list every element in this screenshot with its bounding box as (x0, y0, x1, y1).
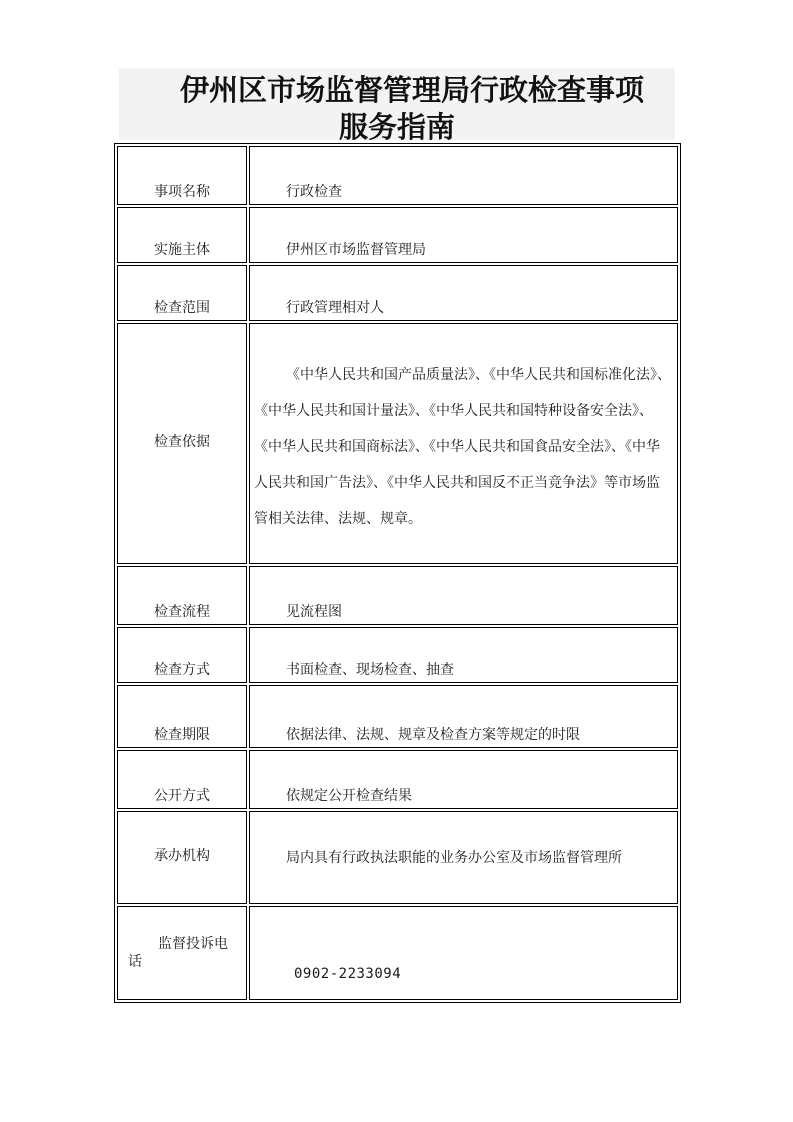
table-row (117, 265, 678, 321)
row-label: 事项名称 (117, 146, 247, 205)
table-row (117, 906, 678, 1000)
table-row (117, 811, 678, 904)
row-value: 局内具有行政执法职能的业务办公室及市场监督管理所 (249, 811, 678, 904)
table-row (117, 207, 678, 263)
table-row (117, 627, 678, 683)
table-row (117, 566, 678, 625)
row-label: 检查范围 (117, 265, 247, 321)
row-value: 见流程图 (249, 566, 678, 625)
table-row (117, 750, 678, 809)
row-label: 公开方式 (117, 750, 247, 809)
page-title-line2: 服务指南 (338, 110, 455, 144)
row-value: 伊州区市场监督管理局 (249, 207, 678, 263)
row-value: 《中华人民共和国产品质量法》、《中华人民共和国标准化法》、《中华人民共和国计量法》、《中华人民共和国特种设备安全法》、《中华人民共和国商标法》、《中华人民共和国食品安全法》、《中华人民共和国广告法》、《中华人民共和国反不正当竞争法》等市场监管相关法律、法规、规章。 (249, 323, 678, 564)
row-label (117, 906, 247, 1000)
row-value: 书面检查、现场检查、抽查 (249, 627, 678, 683)
complaint-phone: 0902-2233094 (249, 906, 678, 1000)
row-label-line2: 话 (128, 954, 142, 970)
table-row (117, 685, 678, 748)
row-label: 承办机构 (117, 811, 247, 904)
row-label-line1: 监督投诉电 (158, 936, 228, 952)
table-row (117, 146, 678, 205)
row-label: 实施主体 (117, 207, 247, 263)
row-value: 依据法律、法规、规章及检查方案等规定的时限 (249, 685, 678, 748)
row-label: 检查依据 (117, 323, 247, 564)
row-label: 检查期限 (117, 685, 247, 748)
page-title (119, 72, 675, 146)
row-label: 检查方式 (117, 627, 247, 683)
service-guide-table (114, 143, 681, 1003)
row-value: 依规定公开检查结果 (249, 750, 678, 809)
page-title-line1: 伊州区市场监督管理局行政检查事项 (179, 73, 644, 107)
table-row (117, 323, 678, 564)
row-value: 行政管理相对人 (249, 265, 678, 321)
row-label: 检查流程 (117, 566, 247, 625)
row-value: 行政检查 (249, 146, 678, 205)
